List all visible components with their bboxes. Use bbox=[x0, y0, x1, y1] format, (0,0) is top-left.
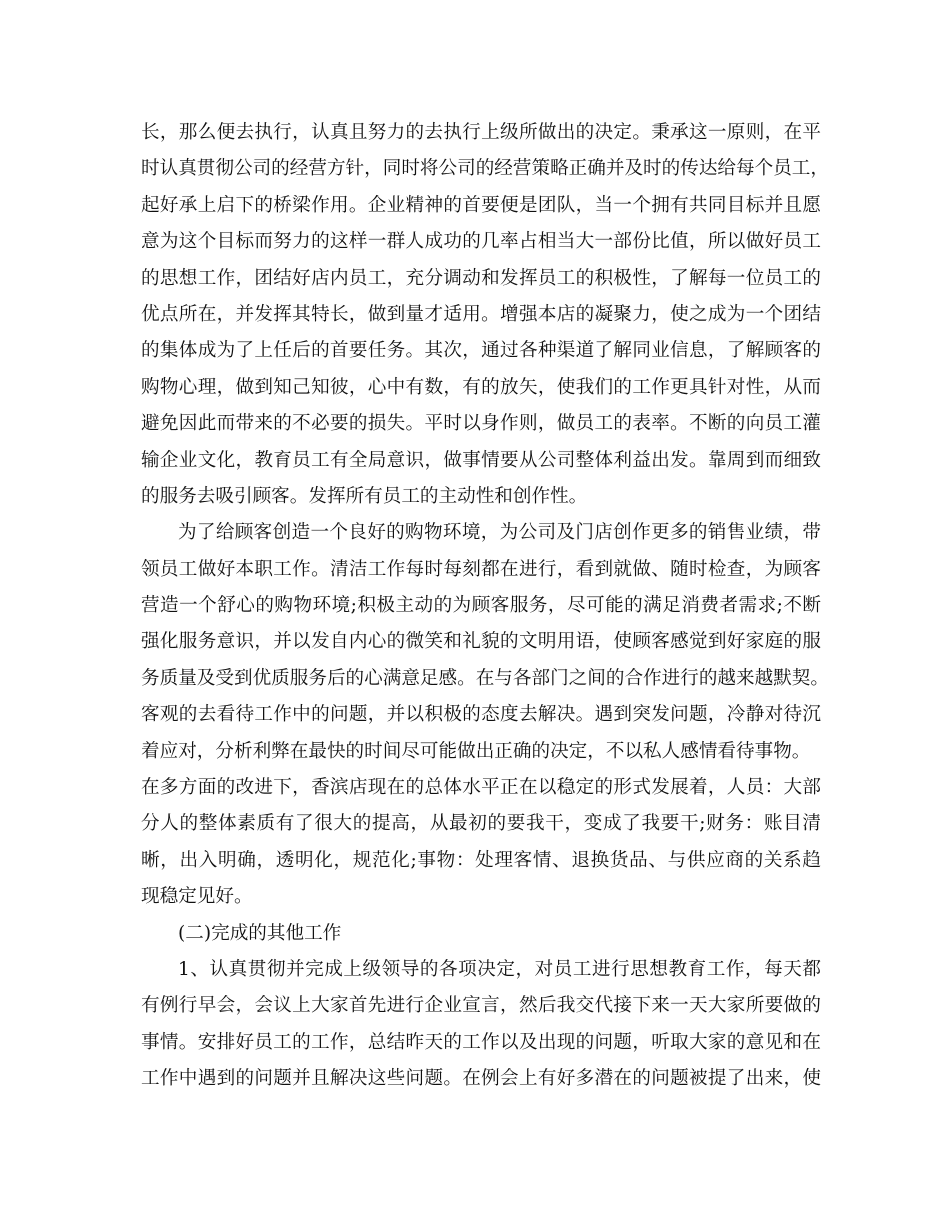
text-line: 强化服务意识，并以发自内心的微笑和礼貌的文明用语，使顾客感觉到好家庭的服 bbox=[141, 631, 821, 653]
paragraph-first-line: 1、认真贯彻并完成上级领导的各项决定，对员工进行思想教育工作，每天都 bbox=[178, 958, 821, 980]
text-line: 在多方面的改进下，香滨店现在的总体水平正在以稳定的形式发展着，人员：大部 bbox=[141, 777, 821, 799]
text-line: 有例行早会，会议上大家首先进行企业宣言，然后我交代接下来一天大家所要做的 bbox=[141, 995, 821, 1017]
text-line: 领员工做好本职工作。清洁工作每时每刻都在进行，看到就做、随时检查，为顾客 bbox=[141, 558, 821, 580]
text-line: 购物心理，做到知己知彼，心中有数，有的放矢，使我们的工作更具针对性，从而 bbox=[141, 376, 821, 398]
text-line: 长，那么便去执行，认真且努力的去执行上级所做出的决定。秉承这一原则，在平 bbox=[141, 122, 821, 143]
text-line: 时认真贯彻公司的经营方针，同时将公司的经营策略正确并及时的传达给每个员工， bbox=[141, 158, 829, 180]
document-body bbox=[141, 115, 829, 1098]
text-line: 务质量及受到优质服务后的心满意足感。在与各部门之间的合作进行的越来越默契。 bbox=[141, 667, 829, 689]
text-line: 的思想工作，团结好店内员工，充分调动和发挥员工的积极性，了解每一位员工的 bbox=[141, 267, 821, 289]
text-line: 起好承上启下的桥梁作用。企业精神的首要便是团队，当一个拥有共同目标并且愿 bbox=[141, 194, 821, 216]
text-line: 现稳定见好。 bbox=[141, 886, 253, 908]
text-line: 分人的整体素质有了很大的提高，从最初的要我干，变成了我要干;财务：账目清 bbox=[141, 813, 821, 835]
text-line: 着应对，分析利弊在最快的时间尽可能做出正确的决定，不以私人感情看待事物。 bbox=[141, 740, 811, 762]
text-line: 营造一个舒心的购物环境;积极主动的为顾客服务，尽可能的满足消费者需求;不断 bbox=[141, 595, 821, 617]
text-line: 的服务去吸引顾客。发挥所有员工的主动性和创作性。 bbox=[141, 485, 588, 507]
text-line: 的集体成为了上任后的首要任务。其次，通过各种渠道了解同业信息，了解顾客的 bbox=[141, 340, 821, 362]
text-line: 客观的去看待工作中的问题，并以积极的态度去解决。遇到突发问题，冷静对待沉 bbox=[141, 704, 821, 726]
text-line: 意为这个目标而努力的这样一群人成功的几率占相当大一部份比值，所以做好员工 bbox=[141, 231, 821, 253]
text-line: 事情。安排好员工的工作，总结昨天的工作以及出现的问题，听取大家的意见和在 bbox=[141, 1031, 821, 1053]
section-heading: (二)完成的其他工作 bbox=[178, 922, 342, 944]
text-line: 输企业文化，教育员工有全局意识，做事情要从公司整体利益出发。靠周到而细致 bbox=[141, 449, 821, 471]
text-line: 工作中遇到的问题并且解决这些问题。在例会上有好多潜在的问题被提了出来，使 bbox=[141, 1068, 821, 1090]
text-line: 避免因此而带来的不必要的损失。平时以身作则，做员工的表率。不断的向员工灌 bbox=[141, 413, 821, 435]
paragraph-first-line: 为了给顾客创造一个良好的购物环境，为公司及门店创作更多的销售业绩，带 bbox=[178, 522, 821, 544]
text-line: 优点所在，并发挥其特长，做到量才适用。增强本店的凝聚力，使之成为一个团结 bbox=[141, 303, 821, 325]
text-line: 晰，出入明确，透明化，规范化;事物：处理客情、退换货品、与供应商的关系趋 bbox=[141, 849, 821, 871]
